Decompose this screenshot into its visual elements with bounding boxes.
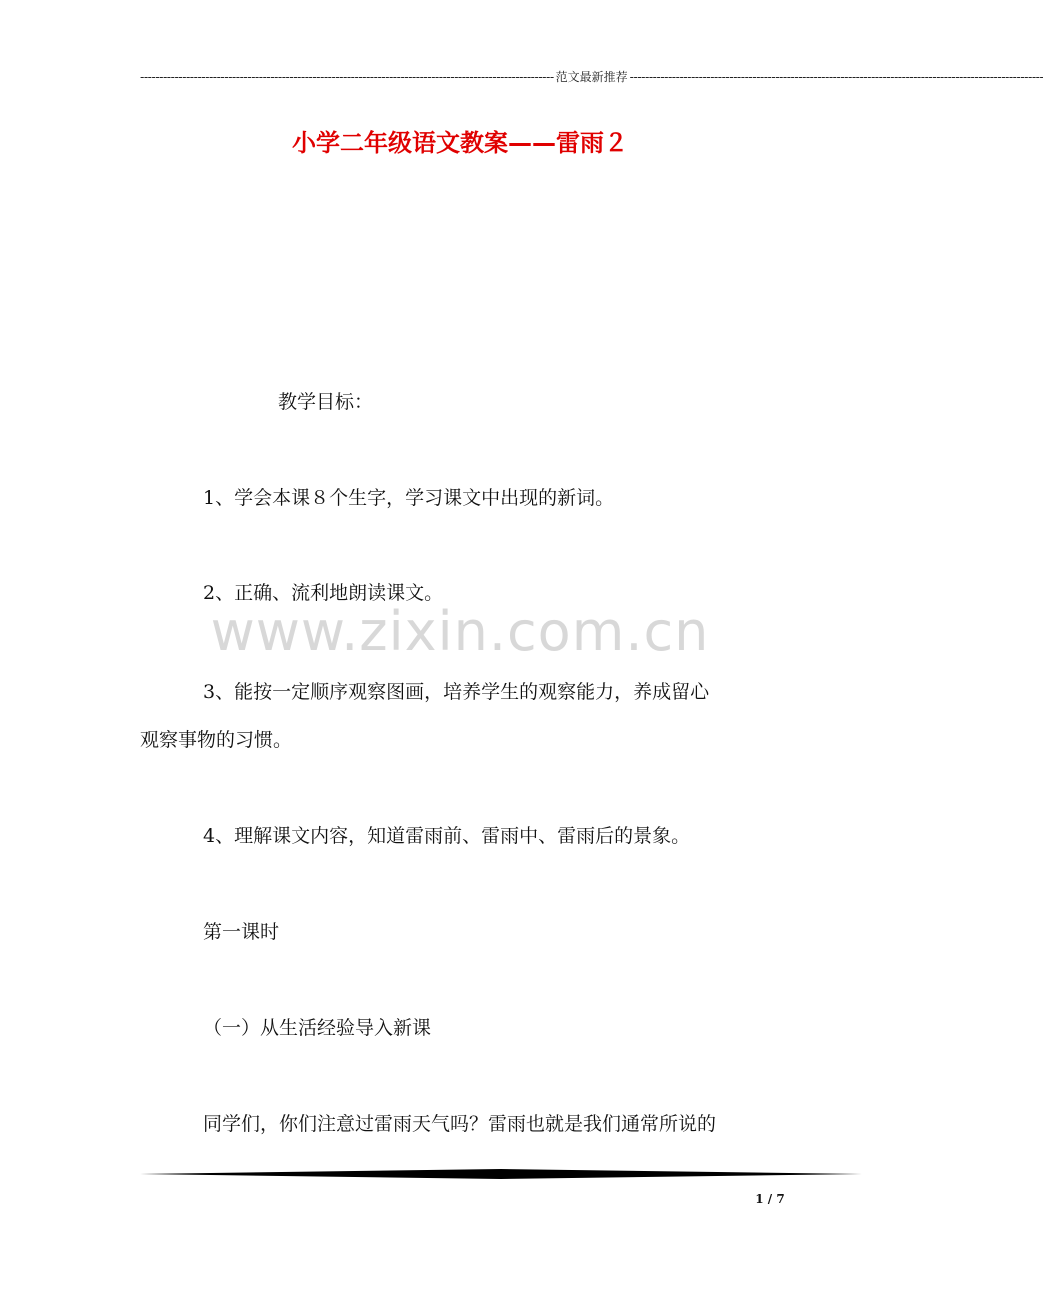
watermark: www.zixin.com.cn: [210, 600, 710, 663]
header-label: 范文最新推荐: [555, 70, 628, 84]
paragraph-lesson-1: 第一课时: [203, 921, 280, 943]
paragraph-intro: 同学们，你们注意过雷雨天气吗？雷雨也就是我们通常所说的: [203, 1113, 717, 1135]
paragraph-objective-1: 1、学会本课８个生字，学习课文中出现的新词。: [203, 487, 615, 509]
paragraph-objective-3: 3、能按一定顺序观察图画，培养学生的观察能力，养成留心: [203, 681, 710, 703]
paragraph-objective-3-cont: 观察事物的习惯。: [140, 729, 293, 751]
paragraph-section-1: （一）从生活经验导入新课: [203, 1017, 432, 1039]
header-rule-left: ------------------------------------------------------------------------------------------------------------: [140, 70, 554, 84]
paragraph-objective-2: 2、正确、流利地朗读课文。: [203, 582, 444, 604]
paragraph-objective-4: 4、理解课文内容，知道雷雨前、雷雨中、雷雨后的景象。: [203, 825, 691, 847]
document-title: 小学二年级语文教案——雷雨２: [292, 129, 628, 157]
header-rule-right: ------------------------------------------------------------------------------------------------------------: [629, 70, 1043, 84]
footer-divider: [140, 1168, 862, 1180]
page-header: [140, 68, 1043, 86]
paragraph-objectives-heading: 教学目标：: [278, 391, 374, 413]
page-number: 1 / 7: [755, 1192, 785, 1206]
